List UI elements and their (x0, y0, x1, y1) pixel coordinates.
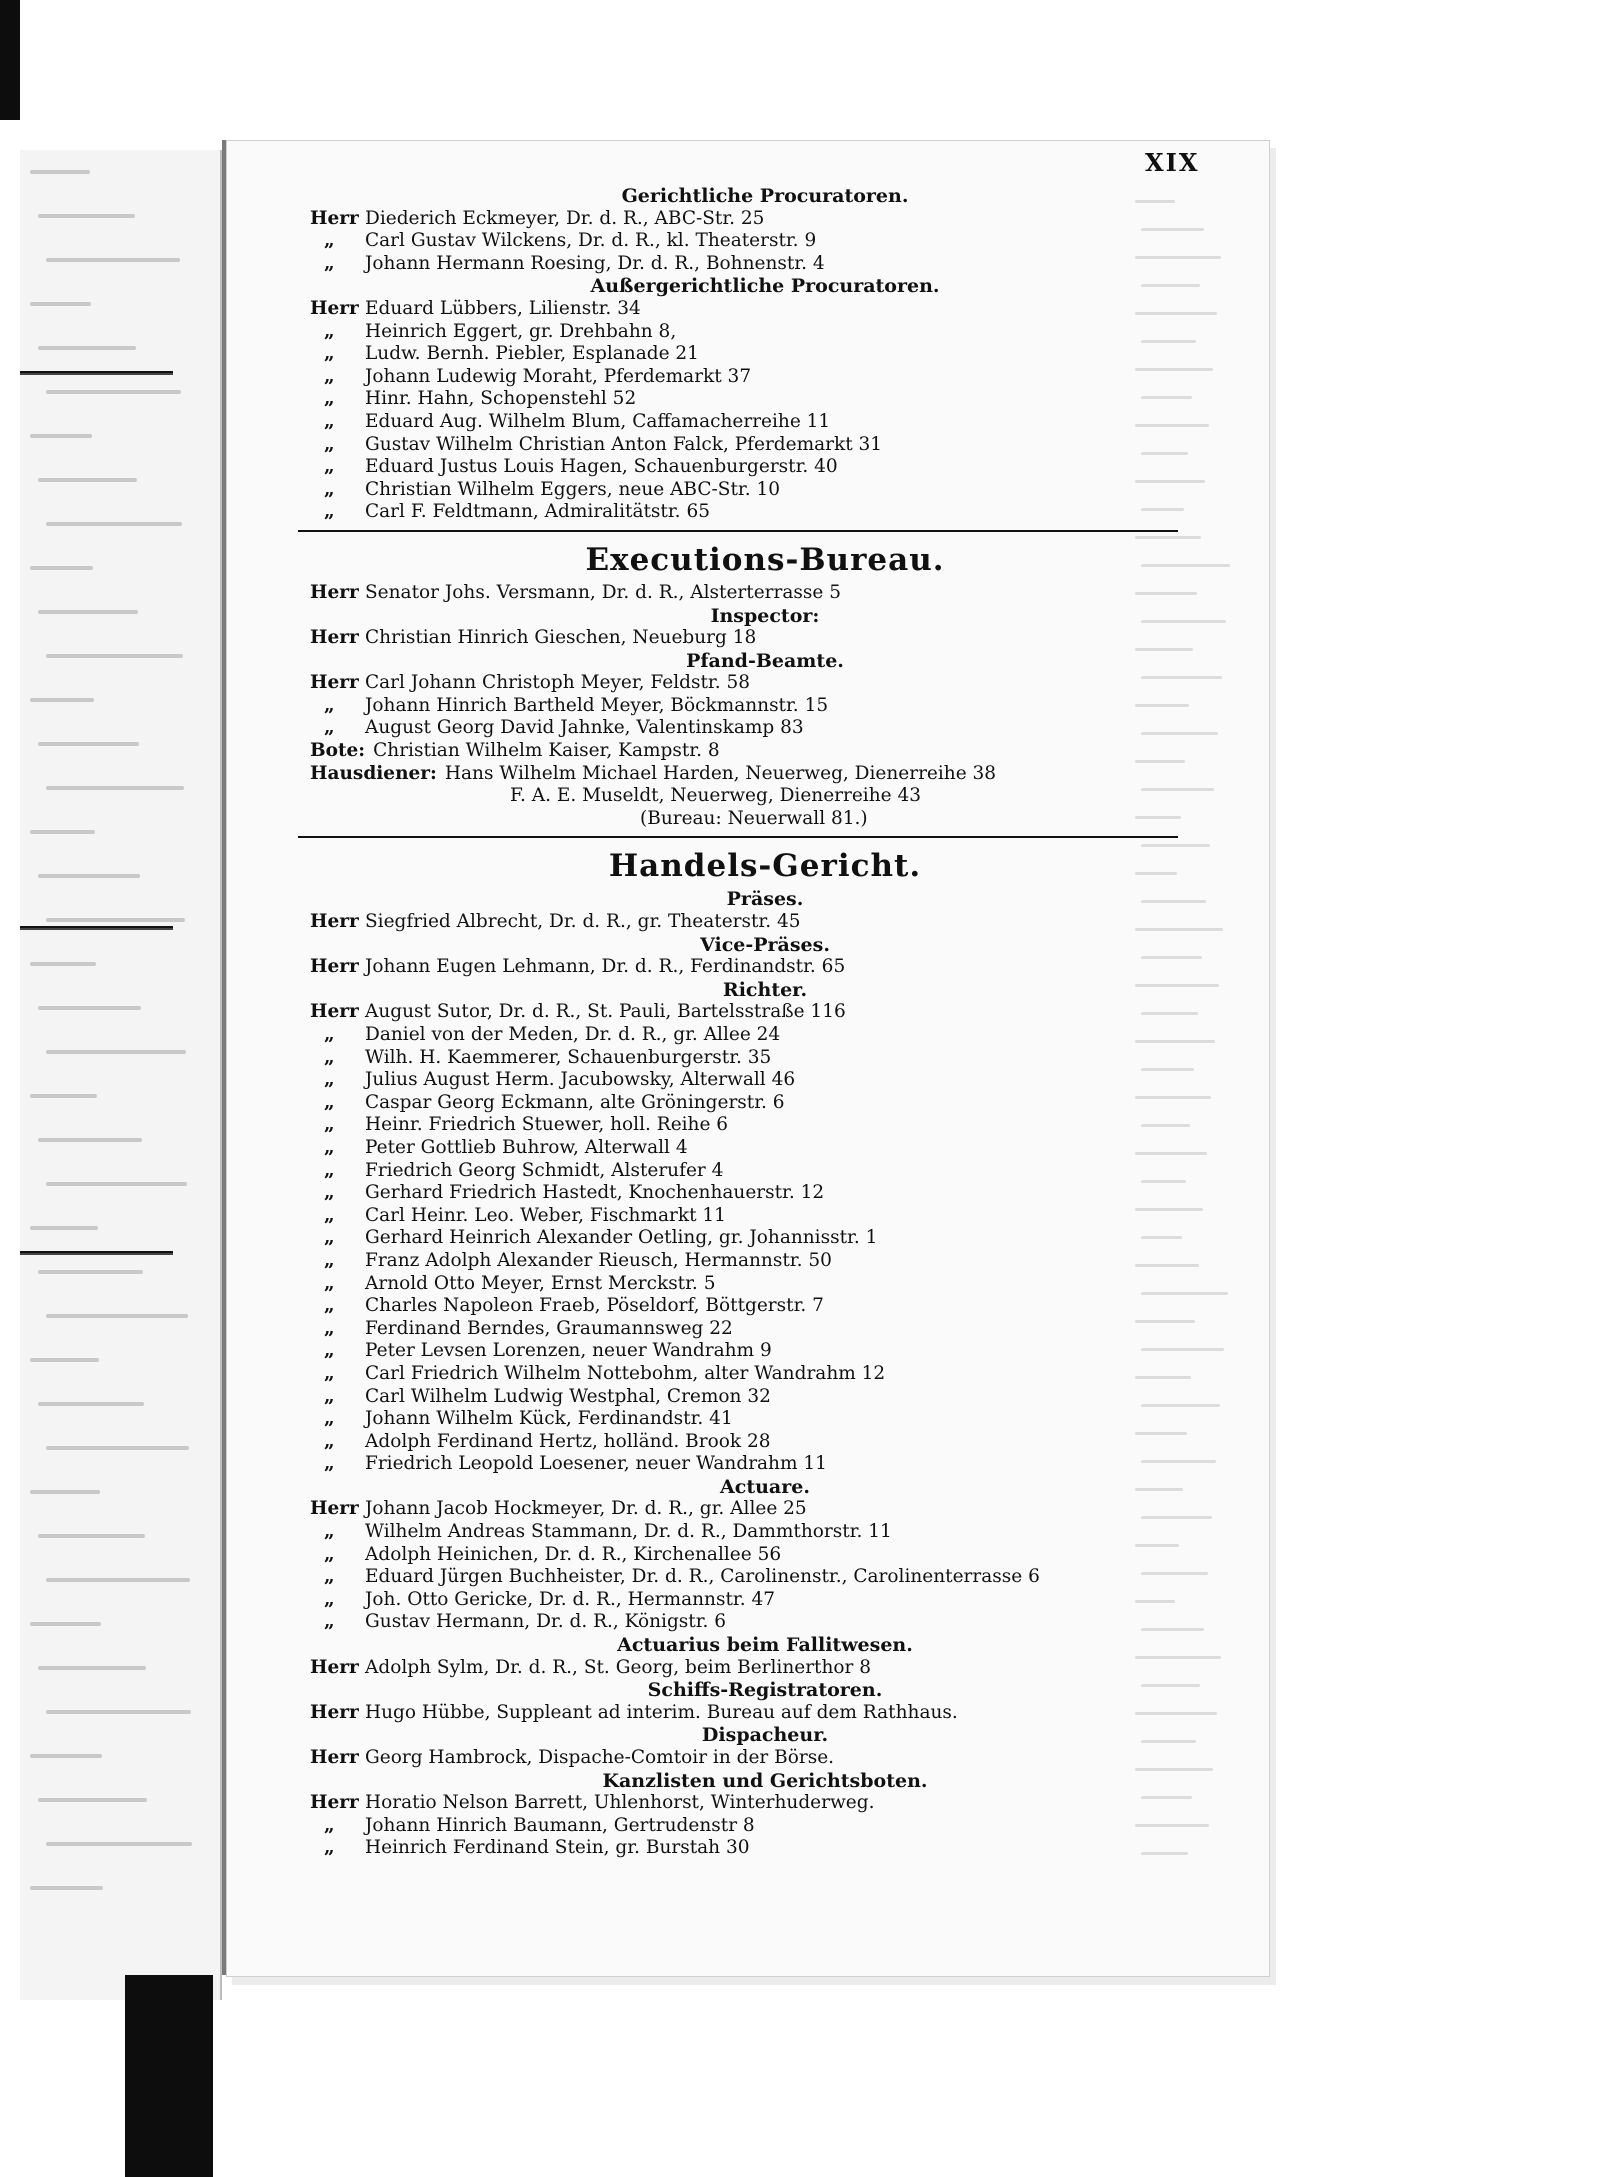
directory-listing (310, 185, 1190, 1860)
facing-page-ghost-line (30, 830, 95, 834)
entry-text: Carl F. Feldtmann, Admiralitätstr. 65 (365, 501, 710, 523)
directory-entry (310, 388, 1190, 411)
ditto-mark: „ (324, 230, 335, 252)
section-heading: Inspector: (710, 604, 820, 627)
entry-text: Heinr. Friedrich Stuewer, holl. Reihe 6 (365, 1114, 729, 1136)
facing-page-ghost-line (46, 918, 185, 922)
entry-prefix: Herr (310, 1701, 359, 1723)
ditto-mark: „ (324, 1046, 335, 1068)
entry-text: Julius August Herm. Jacubowsky, Alterwall 46 (365, 1069, 796, 1091)
ditto-mark: „ (324, 1837, 335, 1859)
directory-entry (310, 1069, 1190, 1092)
directory-entry (310, 253, 1190, 276)
ditto-mark: „ (324, 1317, 335, 1339)
facing-page-ghost-line (46, 1578, 190, 1582)
ditto-mark: „ (324, 1024, 335, 1045)
ditto-mark: „ (324, 365, 335, 387)
entry-text: Johann Hermann Roesing, Dr. d. R., Bohnenstr. 4 (365, 252, 825, 274)
directory-entry (310, 1453, 1190, 1476)
entry-text: Hugo Hübbe, Suppleant ad interim. Bureau auf dem Rathhaus. (365, 1701, 958, 1723)
entry-prefix: Herr (310, 911, 359, 933)
facing-page-ghost-line (38, 610, 138, 614)
directory-entry (310, 1702, 1190, 1725)
ditto-mark: „ (324, 694, 335, 716)
entry-text: Johann Ludewig Moraht, Pferdemarkt 37 (365, 365, 752, 387)
entry-prefix: Herr (310, 672, 359, 694)
facing-page-ghost-line (46, 258, 180, 262)
entry-text: Friedrich Georg Schmidt, Alsterufer 4 (365, 1159, 724, 1181)
entry-text: Arnold Otto Meyer, Ernst Merckstr. 5 (365, 1272, 716, 1294)
section-divider (298, 836, 1178, 838)
directory-entry (310, 1182, 1190, 1205)
facing-page-ghost-line (38, 478, 137, 482)
entry-prefix: Herr (310, 1001, 359, 1023)
directory-entry (310, 1273, 1190, 1296)
section-heading: Actuarius beim Fallitwesen. (617, 1634, 913, 1657)
facing-page-edge (20, 150, 222, 2000)
ditto-mark: „ (324, 320, 335, 342)
ditto-mark: „ (324, 388, 335, 410)
facing-page-rule (20, 1251, 173, 1255)
ditto-mark: „ (324, 1182, 335, 1204)
ditto-mark: „ (324, 1566, 335, 1588)
entry-text: Caspar Georg Eckmann, alte Gröningerstr. 6 (365, 1091, 785, 1113)
facing-page-ghost-line (30, 1358, 99, 1362)
facing-page-ghost-line (46, 390, 181, 394)
ditto-mark: „ (324, 1453, 335, 1475)
entry-text: Friedrich Leopold Loesener, neuer Wandrahm 11 (365, 1453, 827, 1475)
entry-text: Adolph Sylm, Dr. d. R., St. Georg, beim Berlinerthor 8 (365, 1656, 872, 1678)
facing-page-rule (20, 926, 173, 930)
directory-entry (310, 1137, 1190, 1160)
section-divider (298, 530, 1178, 532)
entry-prefix: Hausdiener: (310, 762, 437, 784)
ditto-mark: „ (324, 252, 335, 274)
facing-page-ghost-line (46, 1182, 187, 1186)
entry-text: Carl Friedrich Wilhelm Nottebohm, alter Wandrahm 12 (365, 1362, 886, 1384)
entry-text: Hans Wilhelm Michael Harden, Neuerweg, Dienerreihe 38 (444, 762, 997, 784)
directory-entry (310, 717, 1190, 740)
directory-entry (310, 1295, 1190, 1318)
entry-prefix: Herr (310, 1747, 359, 1768)
directory-entry (310, 1521, 1190, 1544)
directory-entry (310, 672, 1190, 695)
facing-page-ghost-line (46, 1446, 189, 1450)
directory-entry (310, 1205, 1190, 1228)
facing-page-ghost-line (38, 742, 139, 746)
facing-page-ghost-line (30, 1622, 101, 1626)
directory-entry (310, 1386, 1190, 1409)
ditto-mark: „ (324, 1204, 335, 1226)
entry-prefix: Herr (310, 627, 359, 649)
ditto-mark: „ (324, 1091, 335, 1113)
entry-text: Eduard Jürgen Buchheister, Dr. d. R., Carolinenstr., Carolinenterrasse 6 (365, 1566, 1040, 1588)
ditto-mark: „ (324, 1430, 335, 1452)
directory-entry (310, 763, 1190, 786)
directory-entry (310, 1318, 1190, 1341)
facing-page-ghost-line (46, 1842, 192, 1846)
directory-entry (310, 208, 1190, 231)
directory-entry (310, 1340, 1190, 1363)
ditto-mark: „ (324, 343, 335, 365)
entry-text: Eduard Aug. Wilhelm Blum, Caffamacherreihe 11 (365, 410, 831, 432)
entry-text: Johann Hinrich Bartheld Meyer, Böckmannstr. 15 (365, 694, 829, 716)
directory-entry (310, 740, 1190, 763)
entry-text: August Sutor, Dr. d. R., St. Pauli, Bartelsstraße 116 (365, 1001, 846, 1023)
entry-text: Gerhard Heinrich Alexander Oetling, gr. Johannisstr. 1 (365, 1227, 878, 1249)
section-heading: Kanzlisten und Gerichtsboten. (602, 1769, 928, 1792)
entry-prefix: Herr (310, 297, 359, 319)
directory-entry (310, 479, 1190, 502)
ditto-mark: „ (324, 1588, 335, 1610)
entry-text: Charles Napoleon Fraeb, Pöseldorf, Böttgerstr. 7 (365, 1295, 824, 1317)
department-title: Executions-Bureau. (585, 541, 945, 578)
directory-entry (310, 1024, 1190, 1047)
ditto-mark: „ (324, 1521, 335, 1543)
entry-text: Peter Levsen Lorenzen, neuer Wandrahm 9 (365, 1340, 772, 1362)
facing-page-ghost-line (38, 346, 136, 350)
section-heading: Gerichtliche Procuratoren. (621, 185, 909, 207)
entry-text: Franz Adolph Alexander Rieusch, Hermannstr. 50 (365, 1249, 832, 1271)
ditto-mark: „ (324, 410, 335, 432)
entry-text: Horatio Nelson Barrett, Uhlenhorst, Winterhuderweg. (365, 1792, 875, 1814)
facing-page-ghost-line (30, 962, 96, 966)
directory-entry (310, 1544, 1190, 1567)
ditto-mark: „ (324, 1069, 335, 1091)
ditto-mark: „ (324, 1114, 335, 1136)
directory-entry (310, 1611, 1190, 1634)
entry-text: Carl Wilhelm Ludwig Westphal, Cremon 32 (365, 1385, 771, 1407)
directory-entry (310, 456, 1190, 479)
directory-entry (310, 366, 1190, 389)
directory-entry (310, 1363, 1190, 1386)
section-heading: Präses. (726, 888, 804, 911)
section-heading: Schiffs-Registratoren. (647, 1679, 883, 1702)
entry-text: Wilh. H. Kaemmerer, Schauenburgerstr. 35 (365, 1046, 772, 1068)
entry-text: Adolph Heinichen, Dr. d. R., Kirchenallee 56 (365, 1543, 782, 1565)
facing-page-ghost-line (30, 170, 90, 174)
section-heading: Richter. (722, 978, 808, 1001)
entry-text: Carl Johann Christoph Meyer, Feldstr. 58 (365, 672, 751, 694)
binding-shadow-bottom (125, 1975, 213, 2177)
directory-entry (310, 1227, 1190, 1250)
entry-text: Christian Hinrich Gieschen, Neueburg 18 (365, 627, 757, 649)
directory-entry (310, 1837, 1190, 1860)
directory-entry (310, 1160, 1190, 1183)
facing-page-ghost-line (46, 654, 183, 658)
entry-text: Heinrich Eggert, gr. Drehbahn 8, (365, 320, 677, 342)
ditto-mark: „ (324, 717, 335, 739)
directory-entry (310, 1408, 1190, 1431)
facing-page-ghost-line (30, 566, 93, 570)
directory-entry (310, 911, 1190, 934)
section-heading: Actuare. (720, 1475, 810, 1498)
entry-continuation: F. A. E. Museldt, Neuerweg, Dienerreihe 43 (510, 785, 921, 807)
directory-entry (310, 1250, 1190, 1273)
facing-page-ghost-line (38, 1006, 141, 1010)
entry-text: Ludw. Bernh. Piebler, Esplanade 21 (365, 343, 699, 365)
facing-page-ghost-line (46, 786, 184, 790)
facing-page-ghost-line (46, 1314, 188, 1318)
facing-page-ghost-line (30, 1490, 100, 1494)
entry-prefix: Herr (310, 1792, 359, 1814)
entry-prefix: Bote: (310, 740, 366, 762)
section-heading: Dispacheur. (701, 1724, 829, 1747)
facing-page-ghost-line (30, 1094, 97, 1098)
ditto-mark: „ (324, 1136, 335, 1158)
directory-entry (310, 956, 1190, 979)
ditto-mark: „ (324, 1227, 335, 1249)
facing-page-ghost-line (38, 214, 135, 218)
directory-entry (310, 1792, 1190, 1815)
ditto-mark: „ (324, 1543, 335, 1565)
facing-page-rule (20, 371, 173, 375)
page-number: XIX (1145, 148, 1200, 177)
entry-text: Ferdinand Berndes, Graumannsweg 22 (365, 1317, 733, 1339)
directory-entry (310, 695, 1190, 718)
entry-text: Gerhard Friedrich Hastedt, Knochenhauerstr. 12 (365, 1182, 825, 1204)
directory-entry (310, 434, 1190, 457)
entry-text: Joh. Otto Gericke, Dr. d. R., Hermannstr. 47 (365, 1588, 775, 1610)
directory-entry (310, 1815, 1190, 1838)
entry-text: Christian Wilhelm Eggers, neue ABC-Str. 10 (365, 478, 780, 500)
directory-entry (310, 1092, 1190, 1115)
ditto-mark: „ (324, 1295, 335, 1317)
entry-text: Gustav Hermann, Dr. d. R., Königstr. 6 (365, 1611, 727, 1633)
ditto-mark: „ (324, 1362, 335, 1384)
facing-page-ghost-line (46, 1710, 191, 1714)
section-heading: Pfand-Beamte. (686, 649, 844, 672)
facing-page-ghost-line (30, 434, 92, 438)
entry-text: Wilhelm Andreas Stammann, Dr. d. R., Dammthorstr. 11 (365, 1521, 892, 1543)
facing-page-ghost-line (46, 522, 182, 526)
entry-continuation: (Bureau: Neuerwall 81.) (640, 807, 868, 829)
entry-text: Siegfried Albrecht, Dr. d. R., gr. Theaterstr. 45 (365, 911, 801, 933)
directory-entry (310, 582, 1190, 605)
entry-prefix: Herr (310, 207, 359, 229)
entry-text: Carl Heinr. Leo. Weber, Fischmarkt 11 (365, 1204, 726, 1226)
department-title: Handels-Gericht. (608, 848, 922, 885)
directory-entry (310, 230, 1190, 253)
facing-page-ghost-line (38, 1534, 145, 1538)
ditto-mark: „ (324, 1272, 335, 1294)
entry-prefix: Herr (310, 1498, 359, 1520)
entry-text: Christian Wilhelm Kaiser, Kampstr. 8 (373, 740, 720, 762)
facing-page-ghost-line (30, 698, 94, 702)
entry-text: August Georg David Jahnke, Valentinskamp 83 (365, 717, 804, 739)
entry-text: Adolph Ferdinand Hertz, holländ. Brook 28 (365, 1430, 771, 1452)
entry-prefix: Herr (310, 581, 359, 603)
entry-text: Carl Gustav Wilckens, Dr. d. R., kl. Theaterstr. 9 (365, 230, 817, 252)
directory-entry (310, 1001, 1190, 1024)
entry-text: Diederich Eckmeyer, Dr. d. R., ABC-Str. 25 (365, 207, 765, 229)
entry-text: Heinrich Ferdinand Stein, gr. Burstah 30 (365, 1837, 750, 1859)
facing-page-ghost-line (30, 1754, 102, 1758)
entry-text: Johann Jacob Hockmeyer, Dr. d. R., gr. Allee 25 (365, 1498, 807, 1520)
facing-page-ghost-line (38, 1666, 146, 1670)
ditto-mark: „ (324, 478, 335, 500)
directory-entry (310, 1047, 1190, 1070)
entry-text: Peter Gottlieb Buhrow, Alterwall 4 (365, 1136, 688, 1158)
directory-entry (310, 343, 1190, 366)
directory-entry (310, 411, 1190, 434)
section-heading: Außergerichtliche Procuratoren. (590, 275, 940, 298)
binding-shadow-top (0, 0, 20, 120)
directory-entry (310, 501, 1190, 524)
directory-entry (310, 1589, 1190, 1612)
directory-entry (310, 1498, 1190, 1521)
directory-entry (310, 321, 1190, 344)
ditto-mark: „ (324, 1408, 335, 1430)
ditto-mark: „ (324, 433, 335, 455)
ditto-mark: „ (324, 1814, 335, 1836)
entry-text: Johann Hinrich Baumann, Gertrudenstr 8 (365, 1814, 755, 1836)
facing-page-ghost-line (30, 1226, 98, 1230)
facing-page-ghost-line (46, 1050, 186, 1054)
entry-text: Hinr. Hahn, Schopenstehl 52 (365, 388, 637, 410)
directory-entry (310, 1114, 1190, 1137)
entry-text: Senator Johs. Versmann, Dr. d. R., Alsterterrasse 5 (365, 581, 841, 603)
facing-page-ghost-line (38, 1270, 143, 1274)
ditto-mark: „ (324, 1249, 335, 1271)
entry-text: Gustav Wilhelm Christian Anton Falck, Pferdemarkt 31 (365, 433, 883, 455)
directory-entry (310, 1657, 1190, 1680)
facing-page-ghost-line (30, 1886, 103, 1890)
entry-text: Eduard Justus Louis Hagen, Schauenburgerstr. 40 (365, 456, 838, 478)
entry-text: Georg Hambrock, Dispache-Comtoir in der Börse. (365, 1747, 835, 1768)
directory-entry (310, 627, 1190, 650)
ditto-mark: „ (324, 501, 335, 523)
facing-page-ghost-line (38, 1138, 142, 1142)
directory-entry (310, 298, 1190, 321)
entry-text: Eduard Lübbers, Lilienstr. 34 (365, 297, 641, 319)
ditto-mark: „ (324, 1611, 335, 1633)
directory-entry (310, 1431, 1190, 1454)
entry-text: Johann Wilhelm Kück, Ferdinandstr. 41 (365, 1408, 733, 1430)
facing-page-ghost-line (30, 302, 91, 306)
entry-text: Johann Eugen Lehmann, Dr. d. R., Ferdinandstr. 65 (365, 956, 846, 978)
facing-page-ghost-line (38, 874, 140, 878)
directory-entry (310, 1566, 1190, 1589)
ditto-mark: „ (324, 1385, 335, 1407)
entry-text: Daniel von der Meden, Dr. d. R., gr. Allee 24 (365, 1024, 781, 1045)
facing-page-ghost-line (38, 1798, 147, 1802)
ditto-mark: „ (324, 456, 335, 478)
ditto-mark: „ (324, 1159, 335, 1181)
ditto-mark: „ (324, 1340, 335, 1362)
section-heading: Vice-Präses. (700, 933, 830, 956)
entry-prefix: Herr (310, 956, 359, 978)
facing-page-ghost-line (38, 1402, 144, 1406)
entry-prefix: Herr (310, 1656, 359, 1678)
directory-entry (310, 1747, 1190, 1770)
